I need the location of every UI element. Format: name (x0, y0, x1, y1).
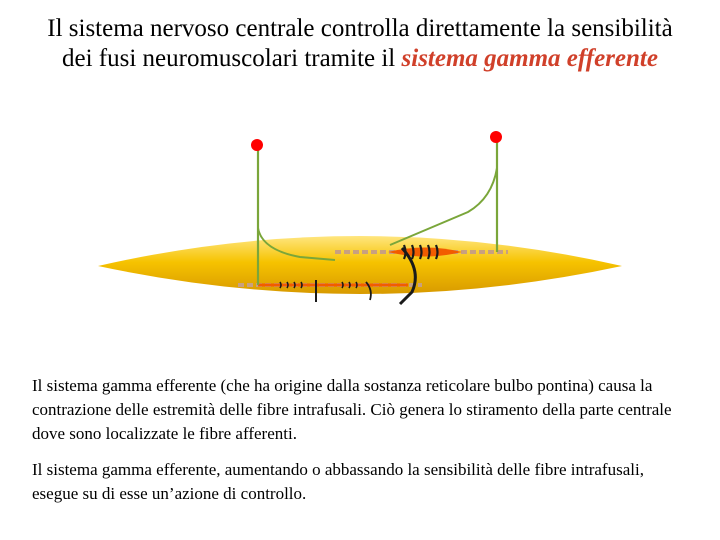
paragraph-2: Il sistema gamma efferente, aumentando o abbassando la sensibilità delle fibre intrafusali, esegue su di esse un’azione di controllo. (32, 460, 644, 503)
title-line-1: Il sistema nervoso centrale controlla direttamente la sensibilità (47, 15, 673, 42)
description-text (32, 374, 692, 518)
neuron-body-right (490, 131, 502, 143)
muscle-spindle-diagram (90, 120, 630, 320)
neuron-body-left (251, 139, 263, 151)
paragraph-1: Il sistema gamma efferente (che ha origine dalla sostanza reticolare bulbo pontina) causa la contrazione delle estremità delle fibre intrafusali. Ciò genera lo stiramento della parte centrale dove sono localizzate le fibre afferenti. (32, 376, 672, 443)
title-emphasis: sistema gamma efferente (401, 45, 658, 72)
title-line-2 (0, 44, 720, 74)
slide-title (0, 14, 720, 74)
title-line-2-prefix: dei fusi neuromuscolari tramite il (62, 45, 402, 72)
gamma-efferent-neuron-right (390, 131, 502, 252)
